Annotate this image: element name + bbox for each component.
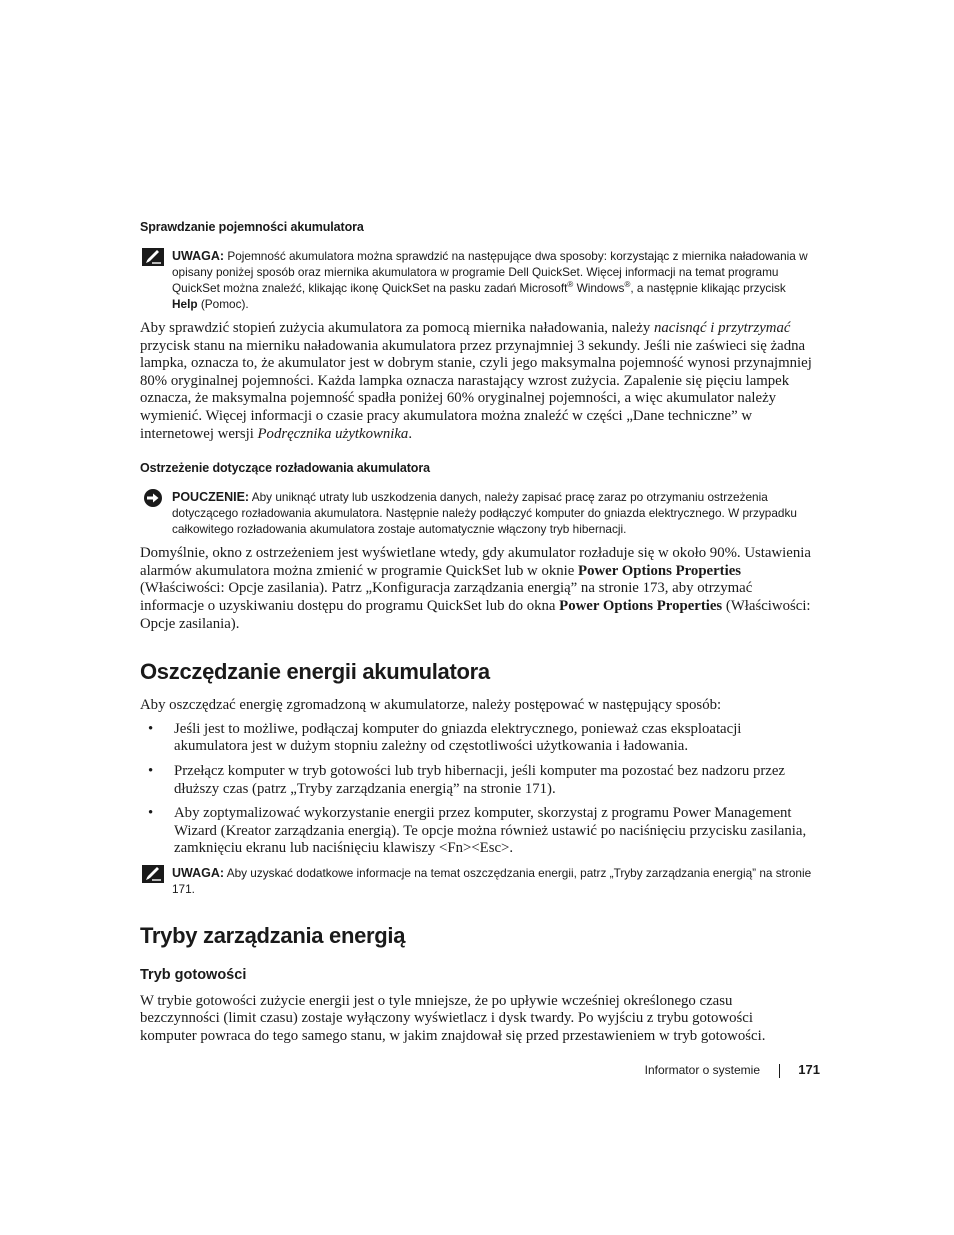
page-footer <box>0 1062 820 1082</box>
notice-label: POUCZENIE: <box>172 490 250 505</box>
page-number: 171 <box>798 1062 820 1077</box>
note-battery-check <box>140 248 812 312</box>
bullet-mark: • <box>148 762 154 779</box>
para-text: przycisk stanu na mierniku naładowania akumulatora przez przynajmniej 3 sekundy. Jeśli nie zaświeci się żadna lampka, oznacza to, że akumulator jest w dobrym stanie, czyli jego maksymalna pojemność wynosi przynajmniej 80% oryginalnej pojemności. Każda lampka oznacza narastający wzrost zużycia. Zapalenie się pięciu lampek oznacza, że maksymalna pojemność spadła poniżej 60% oryginalnej pojemności, a więc akumulator należy wymienić. Więcej informacji o czasie pracy akumulatora można znaleźć w części „Dane techniczne” w internetowej wersji <box>140 337 812 442</box>
para-text: Aby sprawdzić stopień zużycia akumulatora za pomocą miernika naładowania, należy <box>140 320 654 336</box>
list-item-text: Przełącz komputer w tryb gotowości lub tryb hibernacji, jeśli komputer ma pozostać bez nadzoru przez dłuższy czas (patrz „Tryby zarządzania energią” na stronie 171). <box>174 762 785 797</box>
note-label: UWAGA: <box>172 865 225 880</box>
para-italic: Podręcznika użytkownika <box>257 425 409 442</box>
note-saving <box>140 865 812 897</box>
note-text: Pojemność akumulatora można sprawdzić na następujące dwa sposoby: korzystając z miernika naładowania w opisany poniżej sposób oraz miernika akumulatora w programie Dell QuickSet. Więcej informacji na temat programu QuickSet można znaleźć, klikając ikonę QuickSet na pasku zadań Microsoft <box>172 249 808 295</box>
list-item <box>140 721 812 756</box>
footer-separator <box>779 1064 780 1078</box>
note-label: UWAGA: <box>172 249 225 263</box>
note-pencil-icon <box>142 248 164 266</box>
list-item <box>140 763 812 798</box>
paragraph-saving-intro: Aby oszczędzać energię zgromadzoną w akumulatorze, należy postępować w następujący sposób: <box>140 697 722 714</box>
notice-arrow-icon <box>142 489 164 507</box>
note-text: , a następnie klikając przycisk <box>630 281 786 295</box>
para-text: (Właściwości: Opcje zasilania). Patrz „Konfiguracja zarządzania energią” na stronie 173, aby otrzymać informacje o uzyskiwaniu dostępu do programu QuickSet lub do okna <box>140 580 753 614</box>
notice-low-battery <box>140 489 812 537</box>
heading-power-modes: Tryby zarządzania energią <box>140 922 406 948</box>
heading-battery-check: Sprawdzanie pojemności akumulatora <box>140 220 364 234</box>
paragraph-standby: W trybie gotowości zużycie energii jest o tyle mniejsze, że po upływie wcześniej określonego czasu bezczynności (limit czasu) zostaje wyłączony wyświetlacz i dysk twardy. Po wyjściu z trybu gotowości komputer powraca do tego samego stanu, w jakim znajdował się przed przestawieniem w tryb gotowości. <box>140 992 766 1045</box>
footer-title: Informator o systemie <box>644 1063 760 1077</box>
help-button-name: Help <box>172 297 198 311</box>
para-text: Domyślnie, okno z ostrzeżeniem jest wyświetlane wtedy, gdy akumulator rozładuje się w około 90%. Ustawienia alarmów akumulatora można zmienić w programie QuickSet lub w oknie <box>140 545 811 579</box>
paragraph-low-battery <box>140 545 812 633</box>
para-text: . <box>408 425 413 442</box>
notice-text: Aby uniknąć utraty lub uszkodzenia danych, należy zapisać pracę zaraz po otrzymaniu ostrzeżenia dotyczącego rozładowania akumulatora. Następnie należy podłączyć komputer do gniazda elektrycznego. W przypadku całkowitego rozładowania akumulatora zostaje automatycznie włączony tryb hibernacji. <box>172 490 797 537</box>
window-name: Power Options Properties <box>578 562 742 579</box>
heading-standby-mode: Tryb gotowości <box>140 966 247 983</box>
registered-mark: ® <box>567 280 574 290</box>
bullet-mark: • <box>148 805 154 822</box>
note-text: Aby uzyskać dodatkowe informacje na temat oszczędzania energii, patrz „Tryby zarządzania energią” na stronie 171. <box>172 865 812 896</box>
note-text: Windows <box>573 281 625 295</box>
paragraph-battery-check <box>140 320 812 443</box>
window-name: Power Options Properties <box>559 597 723 614</box>
bullet-mark: • <box>148 720 154 737</box>
heading-saving-battery: Oszczędzanie energii akumulatora <box>140 659 490 685</box>
list-item-text: Jeśli jest to możliwe, podłączaj komputer do gniazda elektrycznego, ponieważ czas eksploatacji akumulatora jest w dużym stopniu zależny od częstotliwości użytkowania i ładowania. <box>174 720 742 755</box>
para-text: (Właściwości: Opcje zasilania). <box>140 597 811 632</box>
registered-mark: ® <box>624 280 631 290</box>
document-page <box>140 220 812 1046</box>
heading-low-battery-warning: Ostrzeżenie dotyczące rozładowania akumulatora <box>140 461 430 476</box>
note-text: (Pomoc). <box>197 297 249 311</box>
list-item <box>140 805 812 858</box>
saving-tips-list <box>140 721 812 858</box>
note-pencil-icon <box>142 865 164 883</box>
list-item-text: Aby zoptymalizować wykorzystanie energii przez komputer, skorzystaj z programu Power Management Wizard (Kreator zarządzania energią). Te opcje można również ustawić po naciśnięciu przycisku zasilania, zamknięciu ekranu lub naciśnięciu klawiszy <Fn><Esc>. <box>174 805 807 857</box>
para-italic: nacisnąć i przytrzymać <box>653 320 791 336</box>
